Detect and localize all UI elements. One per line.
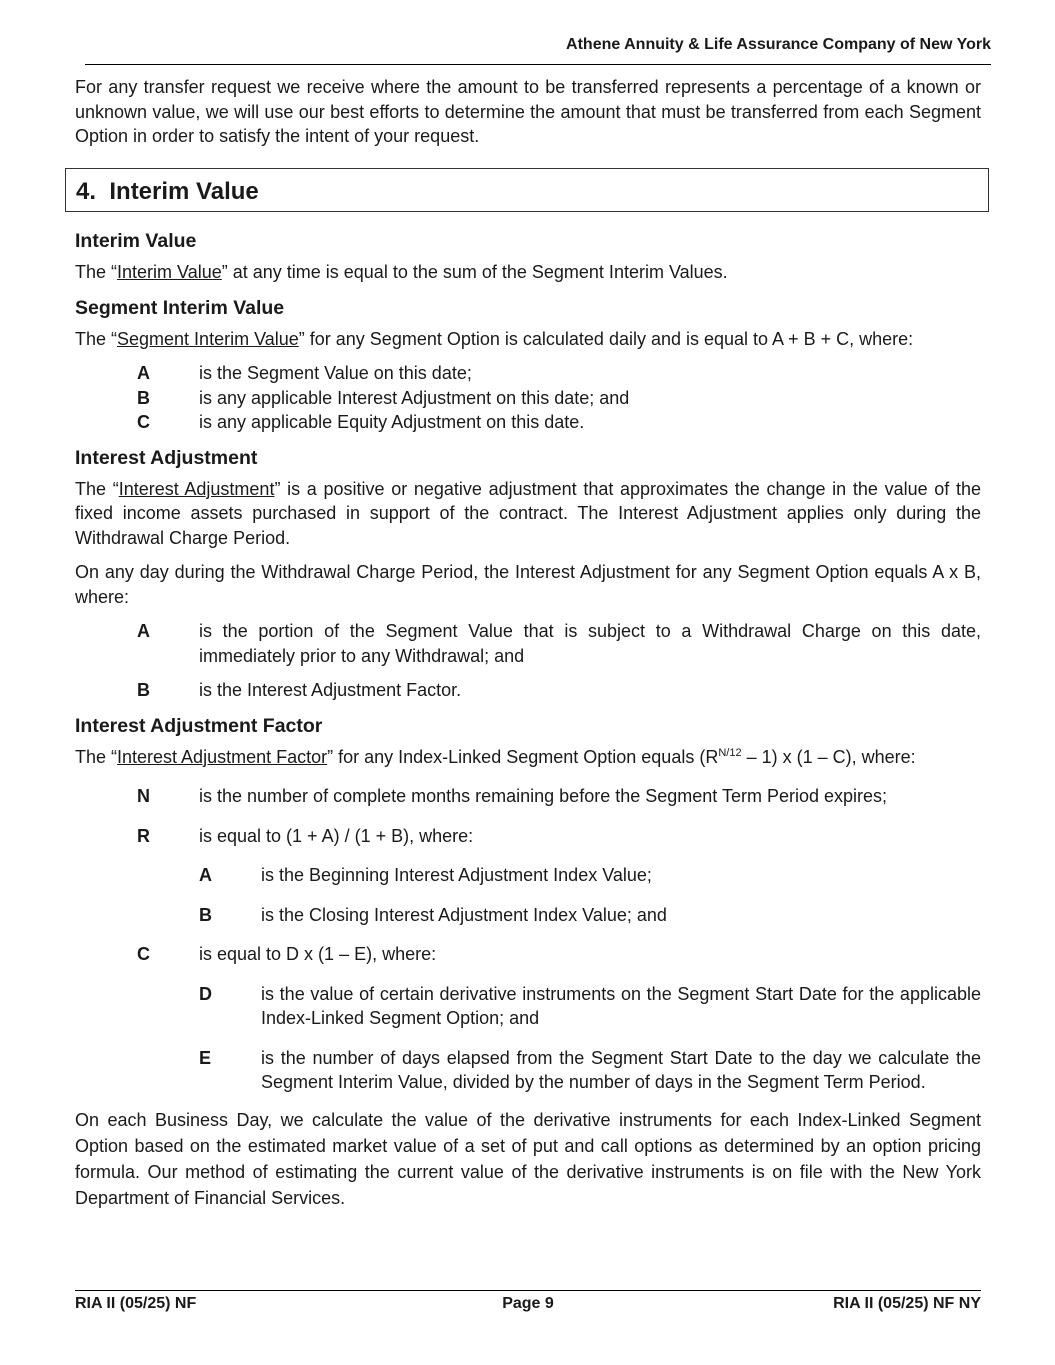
footer-form-number: RIA II (05/25) NF xyxy=(75,1295,197,1312)
definition-subitem: B is the Closing Interest Adjustment Index Value; and xyxy=(199,904,667,925)
page-header xyxy=(85,36,991,65)
defined-term: Interest Adjustment Factor xyxy=(117,746,328,767)
interest-adjustment-formula-paragraph: On any day during the Withdrawal Charge Period, the Interest Adjustment for any Segment Option equals A x B, where: xyxy=(75,562,981,607)
interest-adjustment-paragraph: The “Interest Adjustment” is a positive or negative adjustment that approximates the change in the value of the fixed income assets purchased in support of the contract. The Interest Adjustment applies only during the Withdrawal Charge Period. xyxy=(75,478,981,548)
company-name: Athene Annuity & Life Assurance Company of New York xyxy=(566,36,991,53)
definition-item: R is equal to (1 + A) / (1 + B), where: xyxy=(137,825,474,846)
definition-item: A is the portion of the Segment Value that is subject to a Withdrawal Charge on this date, immediately prior to any Withdrawal; and xyxy=(137,621,981,666)
exponent: N/12 xyxy=(718,746,742,759)
definition-list xyxy=(75,784,981,1095)
definition-item: B is any applicable Interest Adjustment on this date; and xyxy=(137,387,630,408)
page-footer xyxy=(75,1290,981,1313)
definition-item: A is the Segment Value on this date; xyxy=(137,363,472,383)
closing-paragraph: On each Business Day, we calculate the value of the derivative instruments for each Index-Linked Segment Option based on the estimated market value of a set of put and call options as determined by an option pricing formula. Our method of estimating the current value of the derivative instruments is on file with the New York Department of Financial Services. xyxy=(75,1109,981,1208)
defined-term: Segment Interim Value xyxy=(117,328,299,349)
main-content xyxy=(75,228,981,1211)
interest-adjustment-factor-paragraph: The “Interest Adjustment Factor” for any Index-Linked Segment Option equals $(R^{N/12} - 1)$ x (1 – C), where: xyxy=(75,746,916,767)
definition-item: C is any applicable Equity Adjustment on this date. xyxy=(137,412,585,432)
definition-item: C is equal to D x (1 – E), where: xyxy=(137,944,437,964)
defined-term: Interest Adjustment xyxy=(118,478,275,499)
section-title xyxy=(76,178,259,206)
segment-interim-value-heading: Segment Interim Value xyxy=(75,296,285,319)
definition-list xyxy=(75,619,981,703)
section-title-text: Interim Value xyxy=(109,178,259,205)
segment-interim-value-paragraph: The “Segment Interim Value” for any Segment Option is calculated daily and is equal to A + B + C, where: xyxy=(75,328,914,349)
interest-adjustment-factor-heading: Interest Adjustment Factor xyxy=(75,714,323,737)
page-number: Page 9 xyxy=(502,1295,554,1312)
intro-paragraph: For any transfer request we receive where the amount to be transferred represents a percentage of a known or unknown value, we will use our best efforts to determine the amount that must be transferred from each Segment Option in order to satisfy the intent of your request. xyxy=(75,77,981,146)
definition-subitem: E is the number of days elapsed from the Segment Start Date to the day we calculate the Segment Interim Value, divided by the number of days in the Segment Term Period. xyxy=(199,1047,981,1092)
definition-subitem: A is the Beginning Interest Adjustment Index Value; xyxy=(199,865,652,885)
footer-form-number-ny: RIA II (05/25) NF NY xyxy=(833,1295,981,1312)
definition-item: N is the number of complete months remaining before the Segment Term Period expires; xyxy=(137,786,888,806)
definition-list xyxy=(75,361,981,435)
section-heading-box xyxy=(65,168,989,212)
definition-item: B is the Interest Adjustment Factor. xyxy=(137,680,462,700)
defined-term: Interim Value xyxy=(117,262,222,282)
interim-value-paragraph: The “Interim Value” at any time is equal to the sum of the Segment Interim Values. xyxy=(75,262,728,282)
section-number: 4. xyxy=(76,178,97,205)
definition-subitem: D is the value of certain derivative instruments on the Segment Start Date for the applicable Index-Linked Segment Option; and xyxy=(199,983,981,1028)
interim-value-heading: Interim Value xyxy=(75,230,197,252)
interest-adjustment-heading: Interest Adjustment xyxy=(75,446,258,469)
